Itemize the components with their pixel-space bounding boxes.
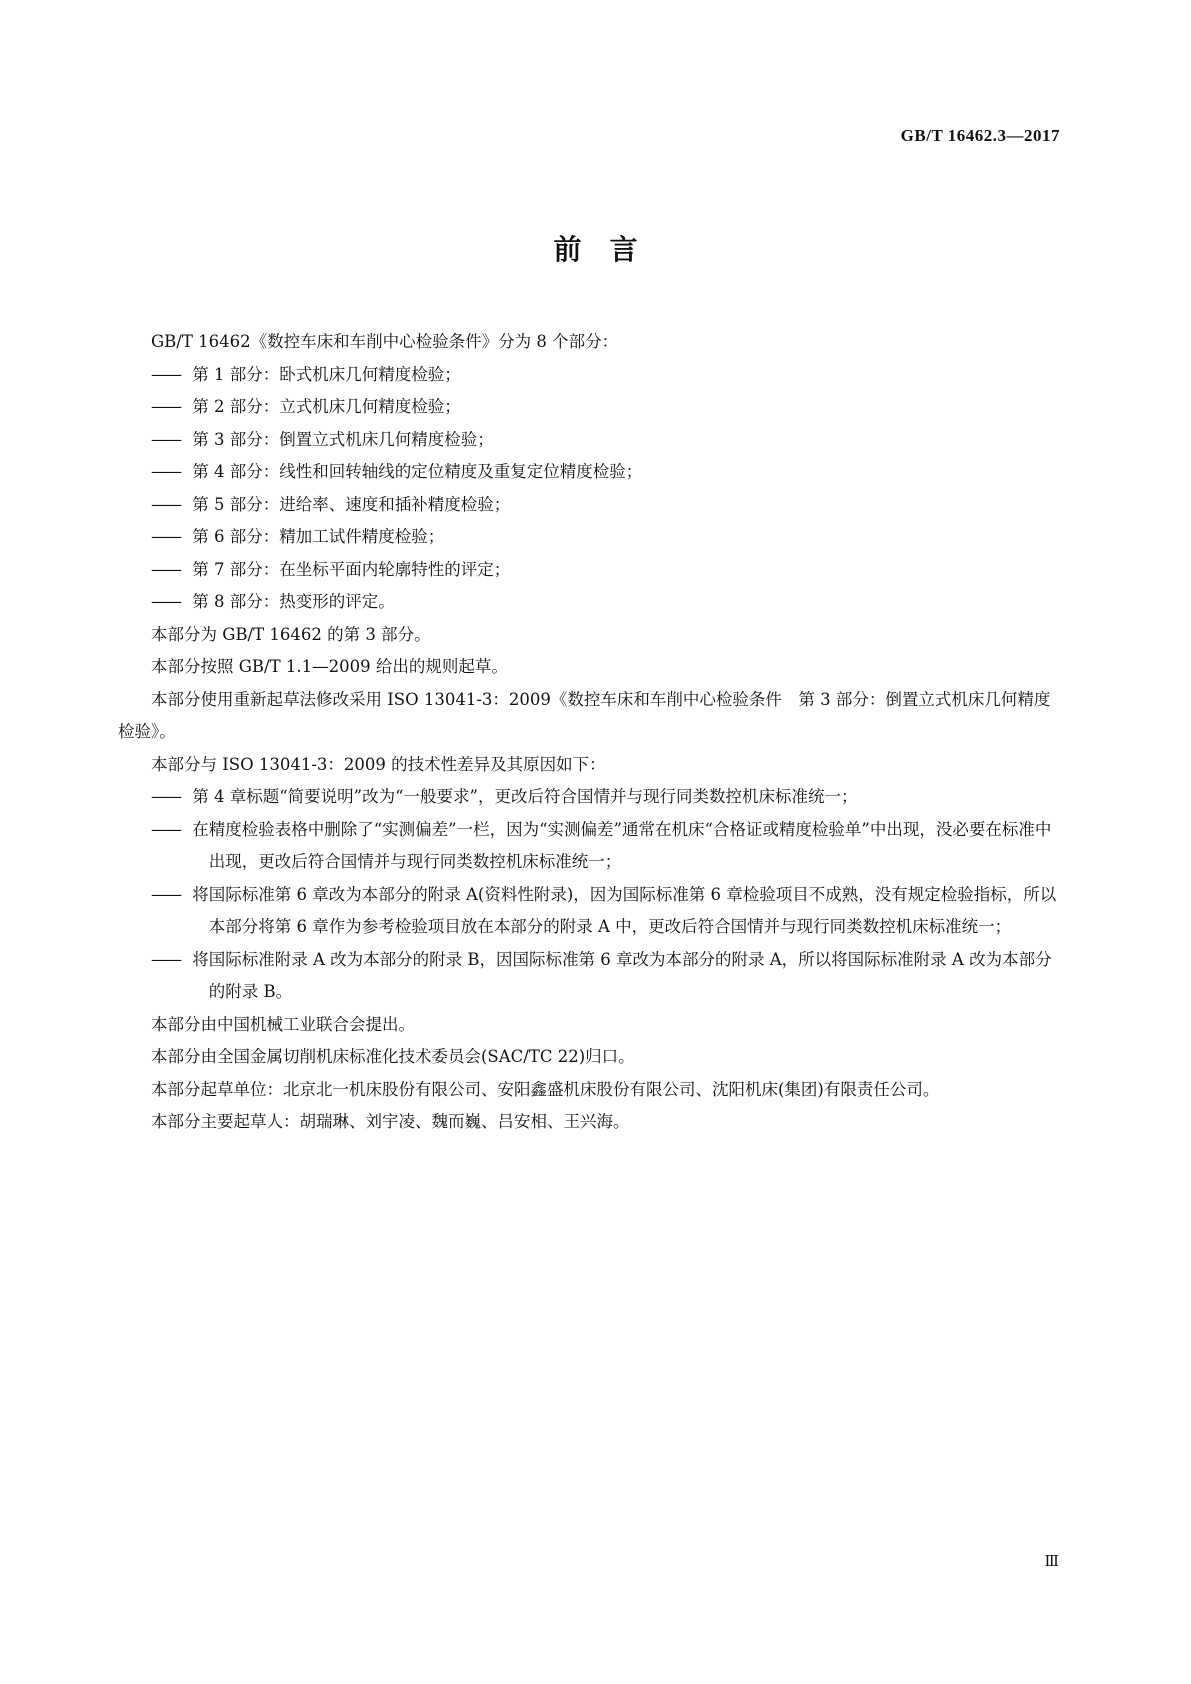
- list-item: [118, 944, 1058, 1009]
- list-item: [118, 456, 1058, 489]
- dash-marker: ——: [151, 819, 180, 839]
- intro-paragraph: GB/T 16462《数控车床和车削中心检验条件》分为 8 个部分：: [151, 332, 619, 351]
- list-item: [118, 554, 1058, 587]
- list-item: [118, 424, 1058, 457]
- dash-marker: ——: [151, 559, 180, 579]
- this-part-paragraph: 本部分为 GB/T 16462 的第 3 部分。: [151, 624, 431, 644]
- differences-list: [118, 781, 1058, 1009]
- difference-item-text: 第 4 章标题“简要说明”改为“一般要求”，更改后符合国情并与现行同类数控机床标准统一；: [192, 787, 858, 806]
- standard-number: GB/T 16462.3—2017: [900, 126, 1060, 145]
- dash-marker: ——: [151, 787, 180, 806]
- list-item: [118, 781, 1058, 814]
- managed-by-paragraph: 本部分由全国金属切削机床标准化技术委员会(SAC/TC 22)归口。: [151, 1047, 635, 1066]
- list-item: [118, 586, 1058, 619]
- part-item-text: 第 8 部分：热变形的评定。: [192, 592, 395, 611]
- list-item: [118, 391, 1058, 424]
- dash-marker: ——: [151, 884, 180, 904]
- part-item-text: 第 2 部分：立式机床几何精度检验；: [192, 397, 461, 416]
- dash-marker: ——: [151, 462, 180, 481]
- list-item: [118, 359, 1058, 392]
- dash-marker: ——: [151, 527, 180, 546]
- page-number: Ⅲ: [1044, 1554, 1060, 1570]
- part-item-text: 第 6 部分：精加工试件精度检验；: [192, 527, 445, 546]
- page-title: 前言: [553, 233, 666, 266]
- part-item-text: 第 5 部分：进给率、速度和插补精度检验；: [192, 494, 511, 514]
- part-item-text: 第 1 部分：卧式机床几何精度检验；: [192, 364, 461, 384]
- difference-item-text: 将国际标准第 6 章改为本部分的附录 A(资料性附录)，因为国际标准第 6 章检验项目不成熟，没有规定检验指标，所以本部分将第 6 章作为参考检验项目放在本部分的附录 A 中，更改后符合国情并与现行同类数控机床标准统一；: [192, 884, 1057, 936]
- adoption-paragraph: 本部分使用重新起草法修改采用 ISO 13041-3：2009《数控车床和车削中心检验条件 第 3 部分：倒置立式机床几何精度检验》。: [118, 689, 1051, 741]
- dash-marker: ——: [151, 494, 180, 514]
- drafting-rule-paragraph: 本部分按照 GB/T 1.1—2009 给出的规则起草。: [151, 657, 508, 676]
- part-item-text: 第 4 部分：线性和回转轴线的定位精度及重复定位精度检验；: [192, 462, 643, 481]
- difference-item-text: 在精度检验表格中删除了“实测偏差”一栏，因为“实测偏差”通常在机床“合格证或精度检验单”中出现，没必要在标准中出现，更改后符合国情并与现行同类数控机床标准统一；: [192, 819, 1052, 871]
- part-item-text: 第 3 部分：倒置立式机床几何精度检验；: [192, 429, 494, 449]
- list-item: [118, 521, 1058, 554]
- parts-list: [118, 359, 1058, 619]
- dash-marker: ——: [151, 429, 180, 449]
- list-item: [118, 814, 1058, 879]
- list-item: [118, 879, 1058, 944]
- dash-marker: ——: [151, 592, 180, 611]
- difference-item-text: 将国际标准附录 A 改为本部分的附录 B，因国际标准第 6 章改为本部分的附录 A，所以将国际标准附录 A 改为本部分的附录 B。: [192, 949, 1052, 1001]
- list-item: [118, 489, 1058, 522]
- document-body: [118, 326, 1058, 1139]
- proposed-by-paragraph: 本部分由中国机械工业联合会提出。: [151, 1014, 415, 1034]
- drafters-paragraph: 本部分主要起草人：胡瑞琳、刘宇凌、魏而巍、吕安相、王兴海。: [151, 1112, 630, 1131]
- part-item-text: 第 7 部分：在坐标平面内轮廓特性的评定；: [192, 559, 511, 579]
- dash-marker: ——: [151, 364, 180, 384]
- drafting-units-paragraph: 本部分起草单位：北京北一机床股份有限公司、安阳鑫盛机床股份有限公司、沈阳机床(集团)有限责任公司。: [151, 1079, 940, 1099]
- differences-intro-paragraph: 本部分与 ISO 13041-3：2009 的技术性差异及其原因如下：: [151, 754, 606, 774]
- dash-marker: ——: [151, 949, 180, 969]
- dash-marker: ——: [151, 397, 180, 416]
